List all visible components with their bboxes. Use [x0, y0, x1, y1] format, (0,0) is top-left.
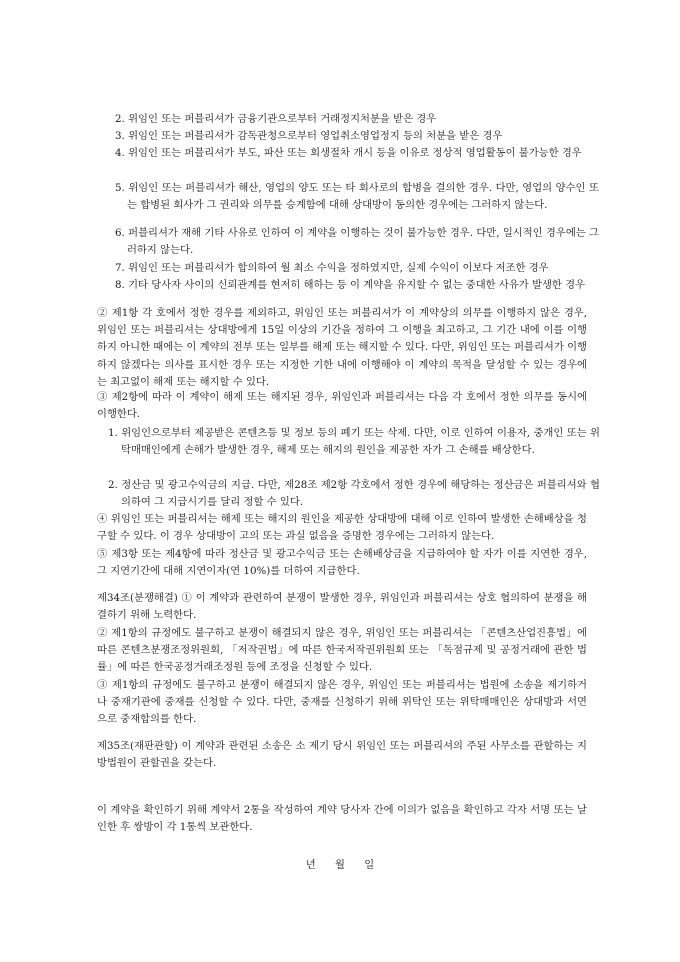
termination-item-3: 3. 위임인 또는 퍼블리셔가 감독관청으로부터 영업취소영업정지 등의 처분을 받은 경우 [115, 130, 503, 142]
closing-statement: 이 계약을 확인하기 위해 계약서 2통을 작성하여 계약 당사자 간에 이의가 없음을 확인하고 각자 서명 또는 날인한 후 쌍방이 각 1통씩 보관한다. [97, 804, 587, 834]
article33-paragraph-2: ② 제1항 각 호에서 정한 경우를 제외하고, 위임인 또는 퍼블리셔가 이 계약상의 의무를 이행하지 않은 경우, 위임인 또는 퍼블리셔는 상대방에게 15일 이상의 기간을 정하여 그 이행을 최고하고, 그 기간 내에 이를 이행하지 아니한 때에는 이 계약의 전부 또는 일부를 해제 또는 해지할 수 있다. 다만, 위임인 또는 퍼블리셔가 이행하지 않겠다는 의사를 표시한 경우 또는 지정한 기한 내에 이행해야 이 계약의 목적을 달성할 수 있는 경우에는 최고없이 해제 또는 해지할 수 있다. [97, 307, 587, 388]
article34-paragraph-2: ② 제1항의 규정에도 불구하고 분쟁이 해결되지 않은 경우, 위임인 또는 퍼블리셔는 「콘텐츠산업진흥법」에 따른 콘텐츠분쟁조정위원회, 「저작권법」에 따른 한국저작권위원회 또는 「독점규제 및 공정거래에 관한 법률」에 따른 한국공정거래조정원 등에 조정을 신청할 수 있다. [97, 627, 587, 674]
termination-item-6: 6. 퍼블리셔가 재해 기타 사유로 인하여 이 계약을 이행하는 것이 불가능한 경우. 다만, 일시적인 경우에는 그러하지 않는다. [115, 227, 599, 257]
article33-paragraph-3-item-2: 2. 정산금 및 광고수익금의 지급. 다만, 제28조 제2항 각호에서 정한 경우에 해당하는 정산금은 퍼블리셔와 협의하여 그 지급시기를 달리 정할 수 있다. [108, 479, 600, 509]
article34-paragraph-3: ③ 제1항의 규정에도 불구하고 분쟁이 해결되지 않은 경우, 위임인 또는 퍼블리셔는 법원에 소송을 제기하거나 중재기관에 중재를 신청할 수 있다. 다만, 중재를 신청하기 위해 위탁인 또는 위탁매매인은 상대방과 서면으로 중재합의를 한다. [97, 679, 587, 726]
termination-item-4: 4. 위임인 또는 퍼블리셔가 부도, 파산 또는 회생절차 개시 등을 이유로 정상적 영업활동이 불가능한 경우 [115, 147, 582, 159]
termination-item-7: 7. 위임인 또는 퍼블리셔가 합의하여 월 최소 수익을 정하였지만, 실제 수익이 이보다 저조한 경우 [115, 262, 549, 274]
article33-paragraph-4: ④ 위임인 또는 퍼블리셔는 해제 또는 해지의 원인을 제공한 상대방에 대해 이로 인하여 발생한 손해배상을 청구할 수 있다. 이 경우 상대방이 고의 또는 과실 없음을 증명한 경우에는 그러하지 않는다. [97, 513, 587, 543]
termination-item-2: 2. 위임인 또는 퍼블리셔가 금융기관으로부터 거래정지처분을 받은 경우 [115, 113, 437, 125]
article34-paragraph-1: 제34조(분쟁해결) ① 이 계약과 관련하여 분쟁이 발생한 경우, 위임인과 퍼블리셔는 상호 협의하여 분쟁을 해결하기 위해 노력한다. [97, 592, 587, 622]
termination-item-5: 5. 위임인 또는 퍼블리셔가 해산, 영업의 양도 또는 타 회사로의 합병을 결의한 경우. 다만, 영업의 양수인 또는 합병된 회사가 그 권리와 의무를 승계함에 대해 상대방이 동의한 경우에는 그러하지 않는다. [115, 182, 599, 212]
termination-item-8: 8. 기타 당사자 사이의 신뢰관계를 현저히 해하는 등 이 계약을 유지할 수 없는 중대한 사유가 발생한 경우 [115, 279, 586, 291]
article33-paragraph-5: ⑤ 제3항 또는 제4항에 따라 정산금 및 광고수익금 또는 손해배상금을 지급하여야 할 자가 이를 지연한 경우, 그 지연기간에 대해 지연이자(연 10%)를 더하여 지급한다. [97, 548, 587, 578]
article33-paragraph-3: ③ 제2항에 따라 이 계약이 해제 또는 해지된 경우, 위임인과 퍼블리셔는 다음 각 호에서 정한 의무를 동시에 이행한다. [97, 391, 587, 421]
date-line: 년 월 일 [305, 859, 375, 871]
article33-paragraph-3-item-1: 1. 위임인으로부터 제공받은 콘텐츠등 및 정보 등의 폐기 또는 삭제. 다만, 이로 인하여 이용자, 중개인 또는 위탁매매인에게 손해가 발생한 경우, 해제 또는 해지의 원인을 제공한 자가 그 손해를 배상한다. [108, 427, 600, 457]
article35-jurisdiction: 제35조(재판관할) 이 계약과 관련된 소송은 소 제기 당시 위임인 또는 퍼블리셔의 주된 사무소를 관할하는 지방법원이 관할권을 갖는다. [97, 740, 587, 770]
